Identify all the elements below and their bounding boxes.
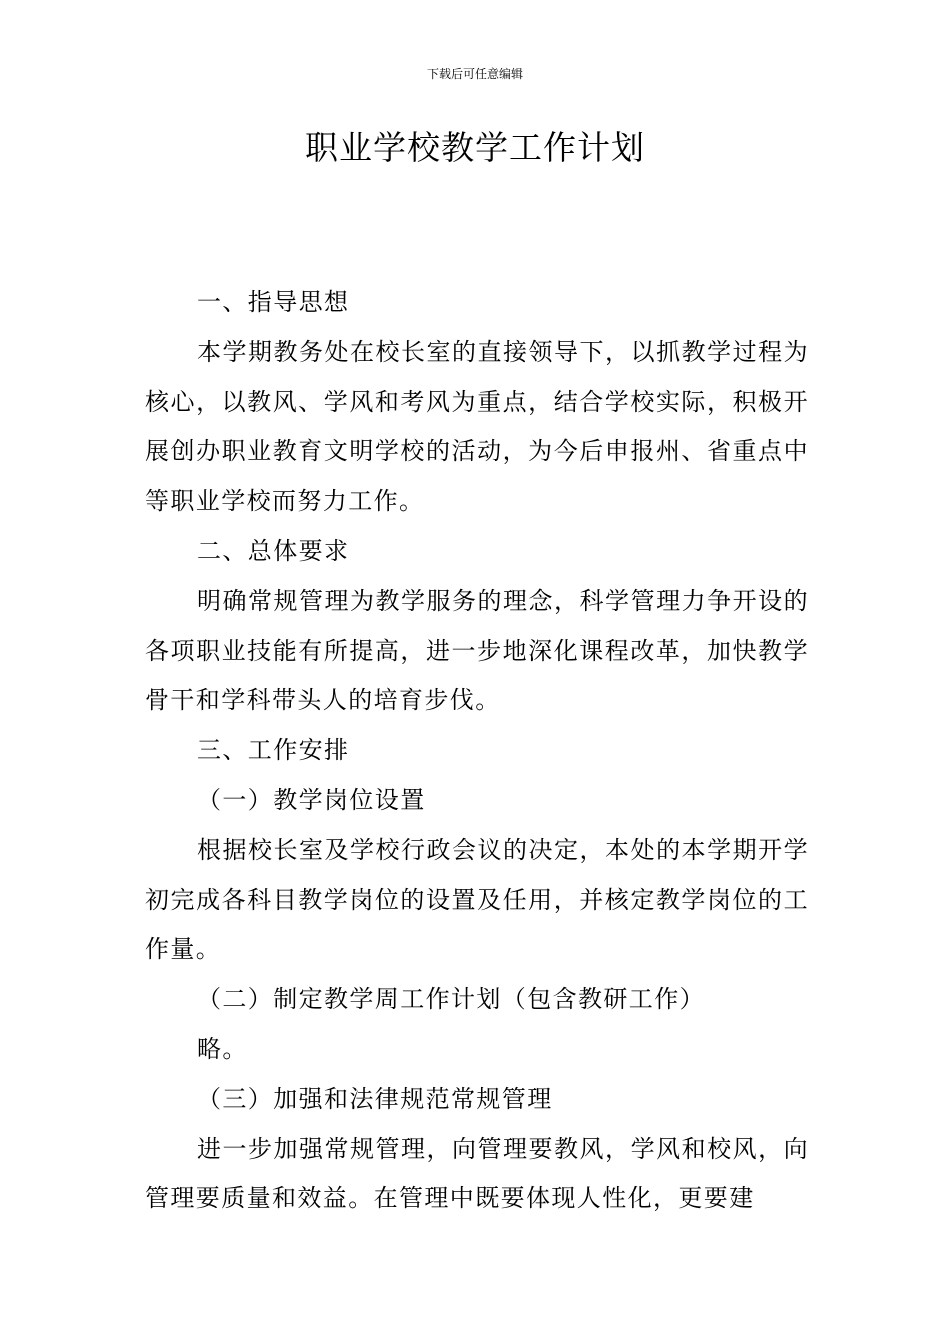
paragraph-weekly-plan: 略。 [197, 1034, 248, 1063]
document-body [145, 278, 809, 1224]
subsection-heading-teaching-posts: （一）教学岗位设置 [197, 785, 426, 814]
section-heading-overall-requirements: 二、总体要求 [197, 536, 350, 565]
paragraph-guiding-ideology: 本学期教务处在校长室的直接领导下，以抓教学过程为核心，以教风、学风和考风为重点，结合学校实际，积极开展创办职业教育文明学校的活动，为今后申报州、省重点中等职业学校而努力工作。 [145, 337, 809, 516]
section-heading-guiding-ideology: 一、指导思想 [197, 288, 350, 316]
section-heading-work-arrangement: 三、工作安排 [197, 736, 350, 765]
paragraph-routine-management: 进一步加强常规管理，向管理要教风，学风和校风，向管理要质量和效益。在管理中既要体现人性化，更要建 [145, 1134, 809, 1213]
page-header-note: 下载后可任意编辑 [426, 67, 523, 81]
paragraph-overall-requirements: 明确常规管理为教学服务的理念，科学管理力争开设的各项职业技能有所提高，进一步地深化课程改革，加快教学骨干和学科带头人的培育步伐。 [145, 586, 809, 715]
subsection-heading-weekly-plan: （二）制定教学周工作计划（包含教研工作） [197, 985, 705, 1014]
paragraph-teaching-posts: 根据校长室及学校行政会议的决定，本处的本学期开学初完成各科目教学岗位的设置及任用，并核定教学岗位的工作量。 [145, 835, 809, 964]
subsection-heading-routine-management: （三）加强和法律规范常规管理 [197, 1084, 553, 1113]
document-title: 职业学校教学工作计划 [305, 128, 645, 167]
